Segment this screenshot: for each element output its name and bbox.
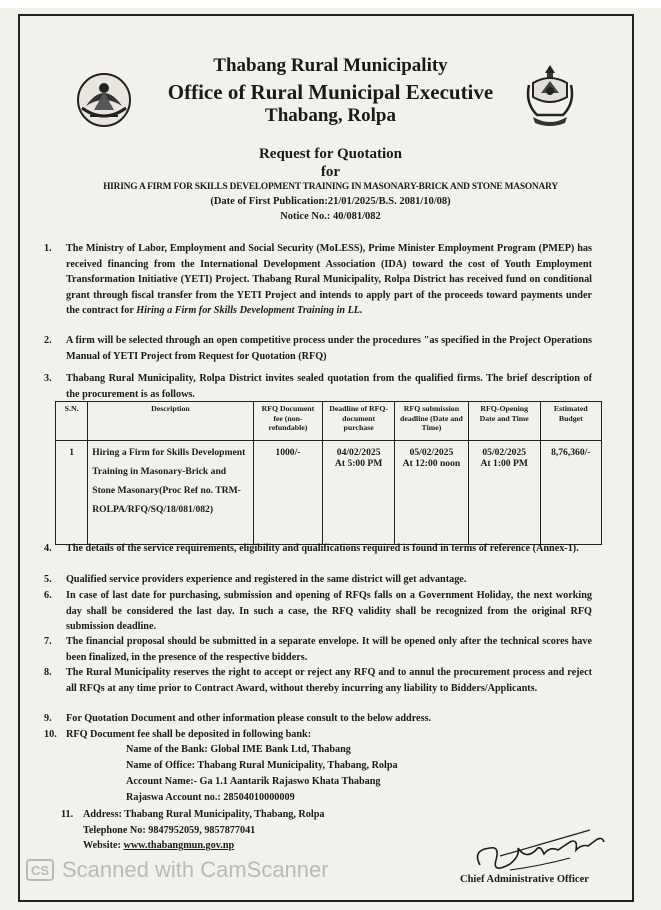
contract-name: Hiring a Firm for Skills Development Training in LL. xyxy=(136,305,363,317)
header-budget: Estimated Budget xyxy=(540,402,601,441)
scan-edge xyxy=(0,0,661,8)
contact-website-line: Website: www.thabangmun.gov.np xyxy=(83,840,235,852)
contact-address: Address: Thabang Rural Municipality, Thabang, Rolpa xyxy=(83,809,325,820)
clause-11: 11. Address: Thabang Rural Municipality, Thabang, Rolpa Telephone No: 9847952059, 9857877041 Website: www.thabangmun.gov.np xyxy=(83,807,403,854)
header-purchase-deadline: Deadline of RFQ-document purchase xyxy=(323,402,395,441)
clause-10: 10. RFQ Document fee shall be deposited in following bank: xyxy=(44,729,312,740)
camscanner-icon: CS xyxy=(26,859,54,881)
municipality-name: Thabang Rural Municipality xyxy=(213,55,448,76)
clause-4: 4. The details of the service requirements, eligibility and qualifications required is found in terms of reference (Annex-1). xyxy=(44,543,579,554)
bank-office: Name of Office: Thabang Rural Municipality, Thabang, Rolpa xyxy=(126,760,398,771)
office-name: Office of Rural Municipal Executive xyxy=(167,80,494,104)
clause-3: 3. Thabang Rural Municipality, Rolpa District invites sealed quotation from the qualified firms. The brief description of the procurement is as follows. xyxy=(44,373,592,400)
clause-2: 2. A firm will be selected through an open competitive process under the procedures "as specified in the Project Operations Manual of YETI Project from Request for Quotation (RFQ) xyxy=(44,335,592,362)
title-connector: for xyxy=(320,164,341,180)
bank-name: Name of the Bank: Global IME Bank Ltd, Thabang xyxy=(126,744,351,755)
cell-budget: 8,76,360/- xyxy=(540,441,601,545)
handwritten-signature xyxy=(470,820,620,880)
clause-1: 1. The Ministry of Labor, Employment and Social Security (MoLESS), Prime Minister Employment Program (PMEP) has received financing from the International Development Association (IDA) toward the cost of Youth Employment Transformation Initiative (YETI) Project. Thabang Rural Municipality, Rolpa District has received fund on conditional grant through fiscal transfer from the YETI Project and intends to apply part of the proceeds toward payments under the contract for Hiring a Firm for Skills Development Training in LL. xyxy=(44,243,592,317)
procurement-table xyxy=(55,401,602,545)
clause-9: 9. For Quotation Document and other information please consult to the below address. xyxy=(44,713,432,724)
document-title: Request for Quotation xyxy=(258,146,403,162)
clause-5: 5. Qualified service providers experience and registered in the same district will get advantage. xyxy=(44,574,467,585)
contact-telephone: Telephone No: 9847952059, 9857877041 xyxy=(83,824,256,836)
signatory-title: Chief Administrative Officer xyxy=(460,874,589,885)
cell-purchase-deadline: 04/02/2025 At 5:00 PM xyxy=(323,441,395,545)
table-row xyxy=(56,441,602,545)
bank-account-number: Rajaswa Account no.: 28504010000009 xyxy=(126,792,295,803)
header-submission-deadline: RFQ submission deadline (Date and Time) xyxy=(395,402,469,441)
header-sn: S.N. xyxy=(56,402,88,441)
publication-date: (Date of First Publication:21/01/2025/B.S. 2081/10/08) xyxy=(210,196,451,207)
notice-number: Notice No.: 40/081/082 xyxy=(280,211,381,222)
header-fee: RFQ Document fee (non-refundable) xyxy=(253,402,323,441)
header-description: Description xyxy=(88,402,253,441)
cell-fee: 1000/- xyxy=(253,441,323,545)
cell-opening: 05/02/2025 At 1:00 PM xyxy=(468,441,540,545)
watermark-text: Scanned with CamScanner xyxy=(62,857,329,882)
clause-8: 8. The Rural Municipality reserves the right to accept or reject any RFQ and to annul the procurement process and reject all RFQs at any time prior to Contract Award, without thereby incurring any liability to Bidders/Applicants. xyxy=(44,667,592,694)
bank-account-name: Account Name:- Ga 1.1 Aantarik Rajaswo Khata Thabang xyxy=(126,776,381,787)
website-link[interactable]: www.thabangmun.gov.np xyxy=(123,840,235,852)
cell-submission-deadline: 05/02/2025 At 12:00 noon xyxy=(395,441,469,545)
clause-7: 7. The financial proposal should be submitted in a separate envelope. It will be opened only after the technical scores have been finalized, in the presence of the respective bidders. xyxy=(44,636,592,663)
camscanner-watermark xyxy=(26,857,329,883)
clause-6: 6. In case of last date for purchasing, submission and opening of RFQs falls on a Government Holiday, the next working day shall be considered the last day. In such a case, the RFQ validity shall be recognized from the original RFQ submission deadline. xyxy=(44,590,592,633)
cell-sn: 1 xyxy=(56,441,88,545)
subject-line: HIRING A FIRM FOR SKILLS DEVELOPMENT TRAINING IN MASONARY-BRICK AND STONE MASONARY xyxy=(103,182,558,192)
office-location: Thabang, Rolpa xyxy=(265,105,396,126)
cell-description: Hiring a Firm for Skills Development Training in Masonary-Brick and Stone Masonary(Proc Ref no. TRM-ROLPA/RFQ/SQ/18/081/082) xyxy=(88,441,253,545)
header-opening: RFQ-Opening Date and Time xyxy=(468,402,540,441)
